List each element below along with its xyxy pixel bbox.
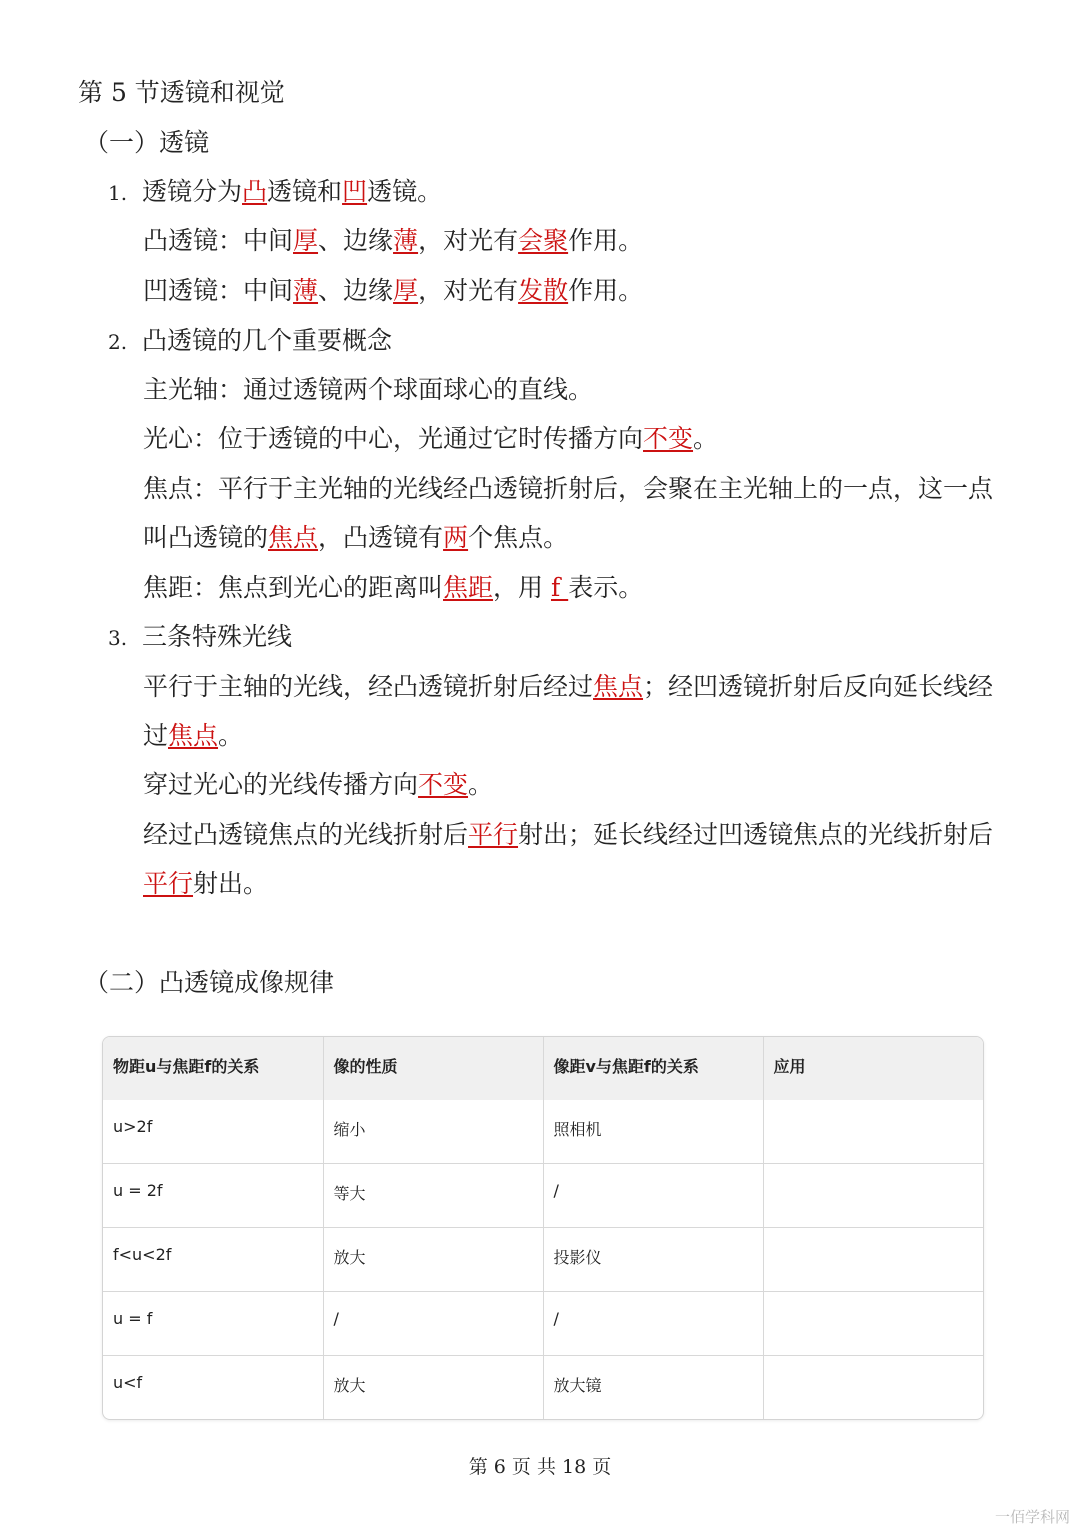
answer-blank: 焦点 bbox=[593, 672, 644, 701]
table-cell: 缩小 bbox=[323, 1100, 543, 1164]
focus-line-b: 叫凸透镜的焦点，凸透镜有两个焦点。 bbox=[143, 523, 569, 552]
table-cell: 投影仪 bbox=[543, 1228, 763, 1292]
table-header-row bbox=[103, 1037, 983, 1100]
item-number: 2. bbox=[108, 330, 128, 354]
table-cell: / bbox=[323, 1291, 543, 1355]
convex-lens-line: 凸透镜：中间厚、边缘薄，对光有会聚作用。 bbox=[143, 226, 644, 255]
table-row bbox=[103, 1228, 983, 1292]
table-header: 应用 bbox=[763, 1037, 983, 1100]
section-lens-heading: （一）透镜 bbox=[84, 128, 210, 157]
answer-blank: 焦点 bbox=[168, 721, 219, 750]
table-cell bbox=[763, 1164, 983, 1228]
imaging-rules-table bbox=[102, 1036, 984, 1420]
table-cell: 等大 bbox=[323, 1164, 543, 1228]
table-header: 像距v与焦距f的关系 bbox=[543, 1037, 763, 1100]
answer-blank: 薄 bbox=[293, 276, 319, 305]
ray-rule-2: 穿过光心的光线传播方向不变。 bbox=[143, 770, 494, 799]
answer-blank: 厚 bbox=[393, 276, 419, 305]
answer-blank: 不变 bbox=[418, 770, 469, 799]
answer-blank: 平行 bbox=[468, 820, 519, 849]
answer-blank: 薄 bbox=[393, 226, 419, 255]
ray-rule-3b: 平行射出。 bbox=[143, 869, 269, 898]
page-title: 第 5 节透镜和视觉 bbox=[78, 78, 285, 107]
table-cell: u<f bbox=[103, 1355, 323, 1419]
table-row bbox=[103, 1291, 983, 1355]
table-cell: 照相机 bbox=[543, 1100, 763, 1164]
table-cell: u = 2f bbox=[103, 1164, 323, 1228]
ray-rule-1b: 过焦点。 bbox=[143, 721, 244, 750]
table-row bbox=[103, 1164, 983, 1228]
table-cell bbox=[763, 1355, 983, 1419]
answer-blank: 焦距 bbox=[443, 573, 494, 602]
focus-line-a: 焦点：平行于主光轴的光线经凸透镜折射后，会聚在主光轴上的一点，这一点 bbox=[143, 474, 994, 503]
item-number: 3. bbox=[108, 626, 128, 650]
table-cell: u = f bbox=[103, 1291, 323, 1355]
table-cell: 放大 bbox=[323, 1228, 543, 1292]
answer-blank: 凹 bbox=[342, 177, 368, 206]
table-cell bbox=[763, 1291, 983, 1355]
principal-axis-line: 主光轴：通过透镜两个球面球心的直线。 bbox=[143, 375, 594, 404]
table-cell: / bbox=[543, 1164, 763, 1228]
ray-rule-1a: 平行于主轴的光线，经凸透镜折射后经过焦点；经凹透镜折射后反向延长线经 bbox=[143, 672, 994, 701]
answer-blank: 发散 bbox=[518, 276, 569, 305]
section-imaging-heading: （二）凸透镜成像规律 bbox=[84, 968, 335, 997]
answer-blank: 平行 bbox=[143, 869, 194, 898]
watermark: 一佰学科网 bbox=[994, 1508, 1070, 1526]
optical-center-line: 光心：位于透镜的中心，光通过它时传播方向不变。 bbox=[143, 424, 719, 453]
answer-blank: 会聚 bbox=[518, 226, 569, 255]
item-1: 1. 透镜分为凸透镜和凹透镜。 bbox=[108, 173, 442, 212]
table-header: 物距u与焦距f的关系 bbox=[103, 1037, 323, 1100]
table-cell: / bbox=[543, 1291, 763, 1355]
answer-blank: 焦点 bbox=[268, 523, 319, 552]
item-number: 1. bbox=[108, 181, 128, 205]
answer-blank: 凸 bbox=[242, 177, 268, 206]
answer-blank: 厚 bbox=[293, 226, 319, 255]
concave-lens-line: 凹透镜：中间薄、边缘厚，对光有发散作用。 bbox=[143, 276, 644, 305]
answer-blank: 两 bbox=[443, 523, 469, 552]
table-row bbox=[103, 1355, 983, 1419]
table-row bbox=[103, 1100, 983, 1164]
table-cell bbox=[763, 1228, 983, 1292]
table-cell: u>2f bbox=[103, 1100, 323, 1164]
answer-blank: 不变 bbox=[643, 424, 694, 453]
table-cell: 放大 bbox=[323, 1355, 543, 1419]
page-footer: 第 6 页 共 18 页 bbox=[468, 1456, 612, 1478]
table-cell: 放大镜 bbox=[543, 1355, 763, 1419]
ray-rule-3a: 经过凸透镜焦点的光线折射后平行射出；延长线经过凹透镜焦点的光线折射后 bbox=[143, 820, 994, 849]
table-cell: f<u<2f bbox=[103, 1228, 323, 1292]
table-cell bbox=[763, 1100, 983, 1164]
item-2: 2. 凸透镜的几个重要概念 bbox=[108, 322, 392, 361]
item-3: 3. 三条特殊光线 bbox=[108, 618, 292, 657]
table-header: 像的性质 bbox=[323, 1037, 543, 1100]
focal-length-line: 焦距：焦点到光心的距离叫焦距，用 f 表示。 bbox=[143, 573, 644, 602]
answer-blank: f bbox=[550, 573, 569, 602]
